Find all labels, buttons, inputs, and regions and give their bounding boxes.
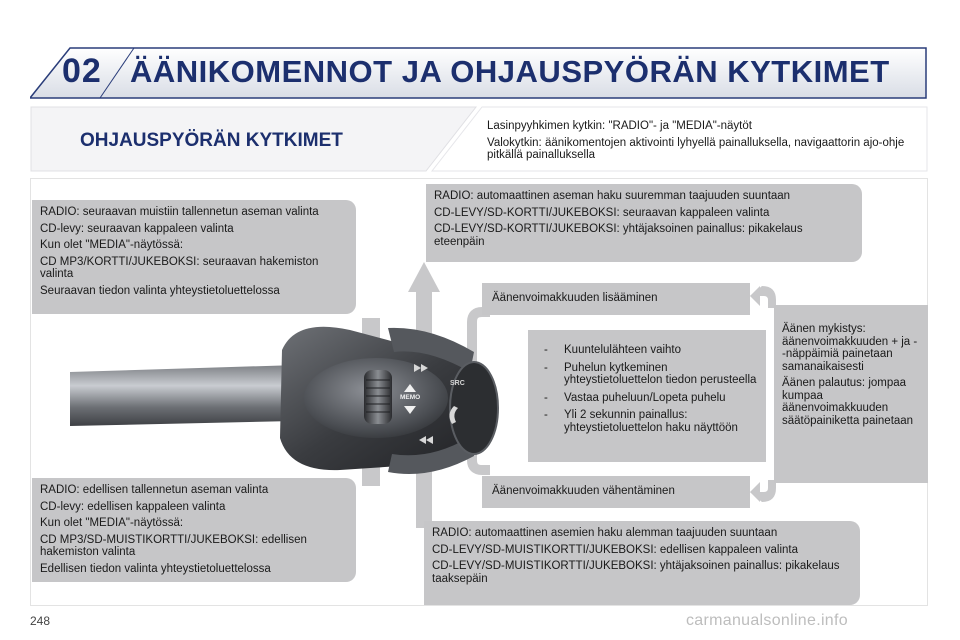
callout-prev-line-2: CD-levy: edellisen kappaleen valinta [40,500,226,513]
src-phone-item-1: - Kuuntelulähteen vaihto [536,344,758,357]
callout-volume-down [482,476,750,508]
callout-seek-up [426,184,862,262]
intro-line-2: Valokytkin: äänikomentojen aktivointi lyhyellä painalluksella, navigaattorin ajo-ohje pitkällä painalluksella [487,136,905,161]
watermark: carmanualsonline.info [686,612,848,629]
arrow-volume-up-link [750,286,776,308]
callout-next-line-4: CD MP3/KORTTI/JUKEBOKSI: seuraavan hakemiston valinta [40,255,319,280]
callout-next-preset [32,200,356,314]
memo-wheel [364,370,392,424]
callout-src-phone [528,330,766,462]
arrow-volume-down-link [750,480,776,502]
page-number: 248 [30,614,51,628]
callout-seek-up-line-2: CD-LEVY/SD-KORTTI/JUKEBOKSI: seuraavan kappaleen valinta [434,206,770,219]
callout-prev-preset [32,478,356,582]
callout-prev-line-1: RADIO: edellisen tallennetun aseman valinta [40,484,269,496]
src-label: SRC [450,380,465,387]
callout-mute [774,305,928,483]
callout-mute-line-2: Äänen palautus: jompaa kumpaa äänenvoimakkuuden säätöpainiketta painetaan [782,377,914,427]
callout-seek-down-line-2: CD-LEVY/SD-MUISTIKORTTI/JUKEBOKSI: edellisen kappaleen valinta [432,543,799,556]
callout-seek-up-line-1: RADIO: automaattinen aseman haku suuremman taajuuden suuntaan [434,190,791,202]
callout-prev-line-4: CD MP3/SD-MUISTIKORTTI/JUKEBOKSI: edellisen hakemiston valinta [40,533,307,558]
page-title: ÄÄNIKOMENNOT JA OHJAUSPYÖRÄN KYTKIMET [130,54,890,89]
callout-seek-down [424,521,860,605]
src-phone-item-4: - Yli 2 sekunnin painallus: yhteystietoluettelon haku näyttöön [536,409,758,434]
chapter-number: 02 [62,52,102,90]
callout-seek-up-line-3: CD-LEVY/SD-KORTTI/JUKEBOKSI: yhtäjaksoinen painallus: pikakelaus eteenpäin [434,223,803,248]
src-phone-item-3: - Vastaa puheluun/Lopeta puhelu [536,392,758,405]
callout-next-line-5: Seuraavan tiedon valinta yhteystietoluettelossa [40,284,280,297]
src-phone-item-2: - Puhelun kytkeminen yhteystietoluettelon tiedon perusteella [536,362,758,387]
callout-next-line-3: Kun olet "MEDIA"-näytössä: [40,239,184,251]
section-title: OHJAUSPYÖRÄN KYTKIMET [80,130,343,151]
callout-seek-down-line-1: RADIO: automaattinen asemien haku alemman taajuuden suuntaan [432,527,778,539]
callout-volume-up [482,283,750,315]
callout-next-line-1: RADIO: seuraavan muistiin tallennetun aseman valinta [40,206,319,218]
callout-mute-line-1: Äänen mykistys: äänenvoimakkuuden + ja - -näppäimiä painetaan samanaikaisesti [782,323,918,373]
src-phone-list [536,344,758,434]
memo-label: MEMO [400,394,421,401]
callout-volume-up-text: Äänenvoimakkuuden lisääminen [492,292,658,304]
intro-line-1: Lasinpyyhkimen kytkin: "RADIO"- ja "MEDIA"-näytöt [487,120,752,132]
callout-seek-down-line-3: CD-LEVY/SD-MUISTIKORTTI/JUKEBOKSI: yhtäjaksoinen painallus: pikakelaus taaksepäin [432,560,840,585]
callout-prev-line-5: Edellisen tiedon valinta yhteystietoluettelossa [40,562,271,575]
callout-prev-line-3: Kun olet "MEDIA"-näytössä: [40,517,184,529]
callout-volume-down-text: Äänenvoimakkuuden vähentäminen [492,485,675,497]
callout-next-line-2: CD-levy: seuraavan kappaleen valinta [40,222,234,235]
